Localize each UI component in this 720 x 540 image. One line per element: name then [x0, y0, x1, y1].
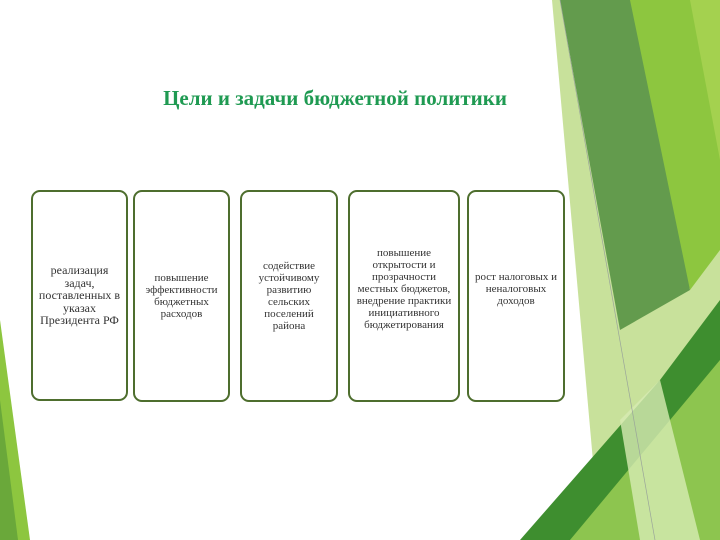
slide-title: Цели и задачи бюджетной политики [163, 86, 507, 110]
goal-card-3 [240, 190, 338, 402]
goal-card-3-text: содействие устойчивому развитию сельских поселений района [258, 260, 320, 332]
goal-card-1 [31, 190, 128, 401]
goal-card-5-text: рост налоговых и неналоговых доходов [474, 271, 558, 307]
goal-card-2 [133, 190, 230, 402]
goal-card-5 [467, 190, 565, 402]
goal-card-1-text: реализация задач, поставленных в указах Президента РФ [38, 263, 121, 328]
goal-card-4-text: повышение открытости и прозрачности местных бюджетов, внедрение практики инициативного бюджетирования [356, 247, 452, 331]
goal-card-2-text: повышение эффективности бюджетных расходов [145, 272, 218, 320]
goal-card-4 [348, 190, 460, 402]
